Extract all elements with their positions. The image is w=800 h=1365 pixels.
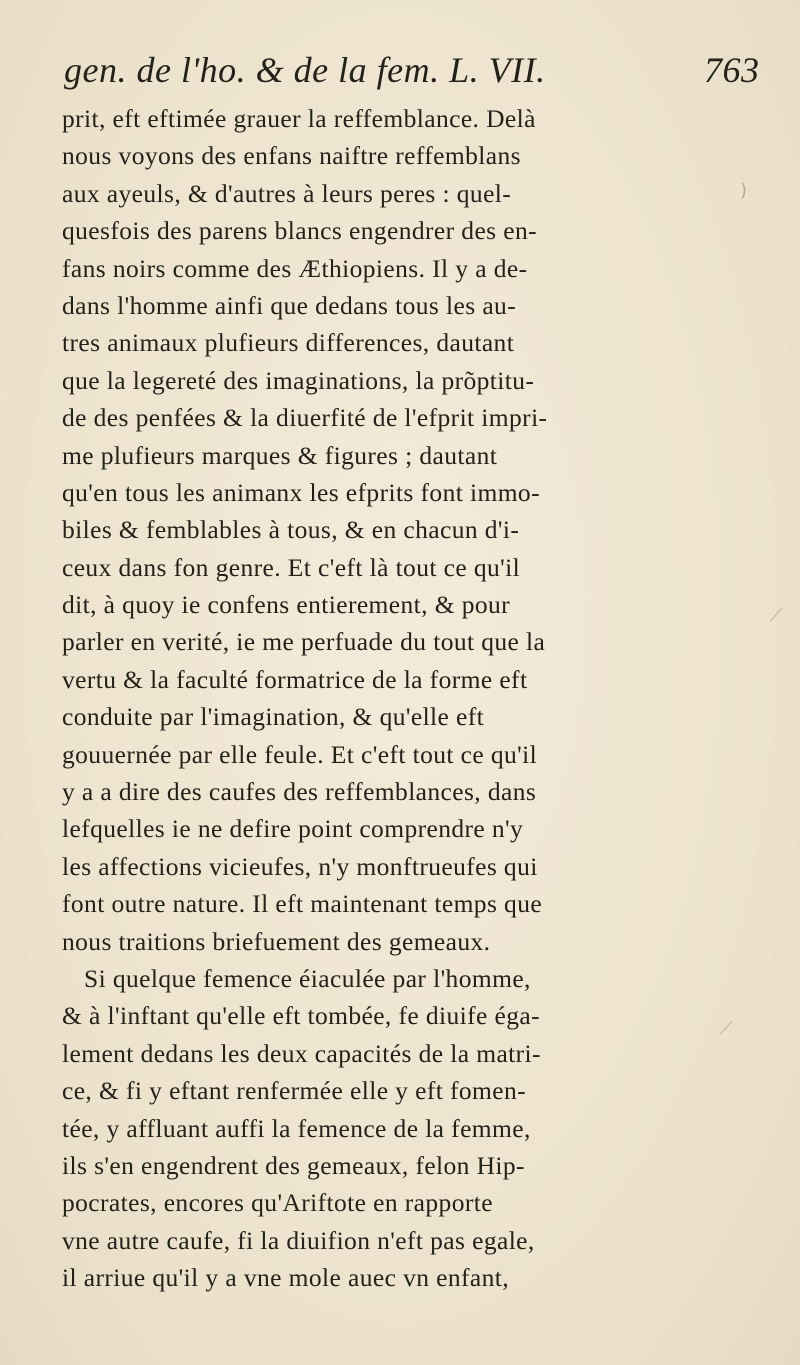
text-line: nous voyons des enfans naiftre reffemblans: [62, 141, 521, 171]
text-line: ce, & fi y eftant renfermée elle y eft fomen-: [62, 1076, 527, 1106]
text-line: dans l'homme ainfi que dedans tous les au-: [62, 290, 517, 320]
text-line: fans noirs comme des Æthiopiens. Il y a de-: [62, 253, 528, 283]
text-line: tres animaux plufieurs differences, dautant: [62, 328, 515, 358]
running-title: gen. de l'ho. & de la fem. L. VII.: [64, 50, 546, 90]
page-number: 763: [704, 50, 760, 90]
text-line: biles & femblables à tous, & en chacun d'i-: [62, 515, 520, 545]
paragraph-first-line: Si quelque femence éiaculée par l'homme,: [84, 963, 531, 993]
text-line: qu'en tous les animanx les efprits font immo-: [62, 477, 540, 507]
text-line: lement dedans les deux capacités de la matri-: [62, 1038, 541, 1068]
text-line: pocrates, encores qu'Ariftote en rapporte: [62, 1188, 493, 1218]
text-line: dit, à quoy ie confens entierement, & pour: [62, 590, 511, 620]
text-line: prit, eft eftimée grauer la reffemblance. Delà: [62, 104, 536, 133]
text-line: lefquelles ie ne defire point comprendre n'y: [62, 814, 524, 844]
text-line: il arriue qu'il y a vne mole auec vn enfant,: [62, 1263, 510, 1293]
running-header: [64, 42, 764, 98]
text-line: tée, y affluant auffi la femence de la femme,: [62, 1113, 531, 1143]
text-line: vne autre caufe, fi la diuifion n'eft pas egale,: [62, 1225, 535, 1255]
text-line: les affections vicieufes, n'y monftrueufes qui: [62, 851, 538, 881]
body-text: [62, 100, 762, 1297]
text-line: me plufieurs marques & figures ; dautant: [62, 440, 498, 470]
text-line: quesfois des parens blancs engendrer des en-: [62, 216, 538, 246]
text-line: de des penfées & la diuerfité de l'efprit impri-: [62, 403, 548, 433]
text-line: ils s'en engendrent des gemeaux, felon Hip-: [62, 1150, 525, 1180]
text-line: & à l'inftant qu'elle eft tombée, fe diuife éga-: [62, 1001, 540, 1031]
text-line: ceux dans fon genre. Et c'eft là tout ce qu'il: [62, 552, 521, 582]
text-line: que la legereté des imaginations, la prõptitu-: [62, 365, 535, 395]
margin-mark: ): [740, 180, 748, 201]
text-line: aux ayeuls, & d'autres à leurs peres : quel-: [62, 178, 512, 208]
text-line: gouuernée par elle feule. Et c'eft tout ce qu'il: [62, 739, 538, 769]
margin-mark: ⟋: [770, 605, 783, 626]
text-line: nous traitions briefuement des gemeaux.: [62, 926, 491, 956]
text-line: parler en verité, ie me perfuade du tout que la: [62, 627, 546, 657]
text-line: y a a dire des caufes des reffemblances, dans: [62, 777, 537, 807]
margin-mark: ⟋: [720, 1018, 733, 1039]
text-line: conduite par l'imagination, & qu'elle eft: [62, 702, 485, 732]
text-line: vertu & la faculté formatrice de la forme eft: [62, 664, 528, 694]
text-line: font outre nature. Il eft maintenant temps que: [62, 889, 543, 919]
